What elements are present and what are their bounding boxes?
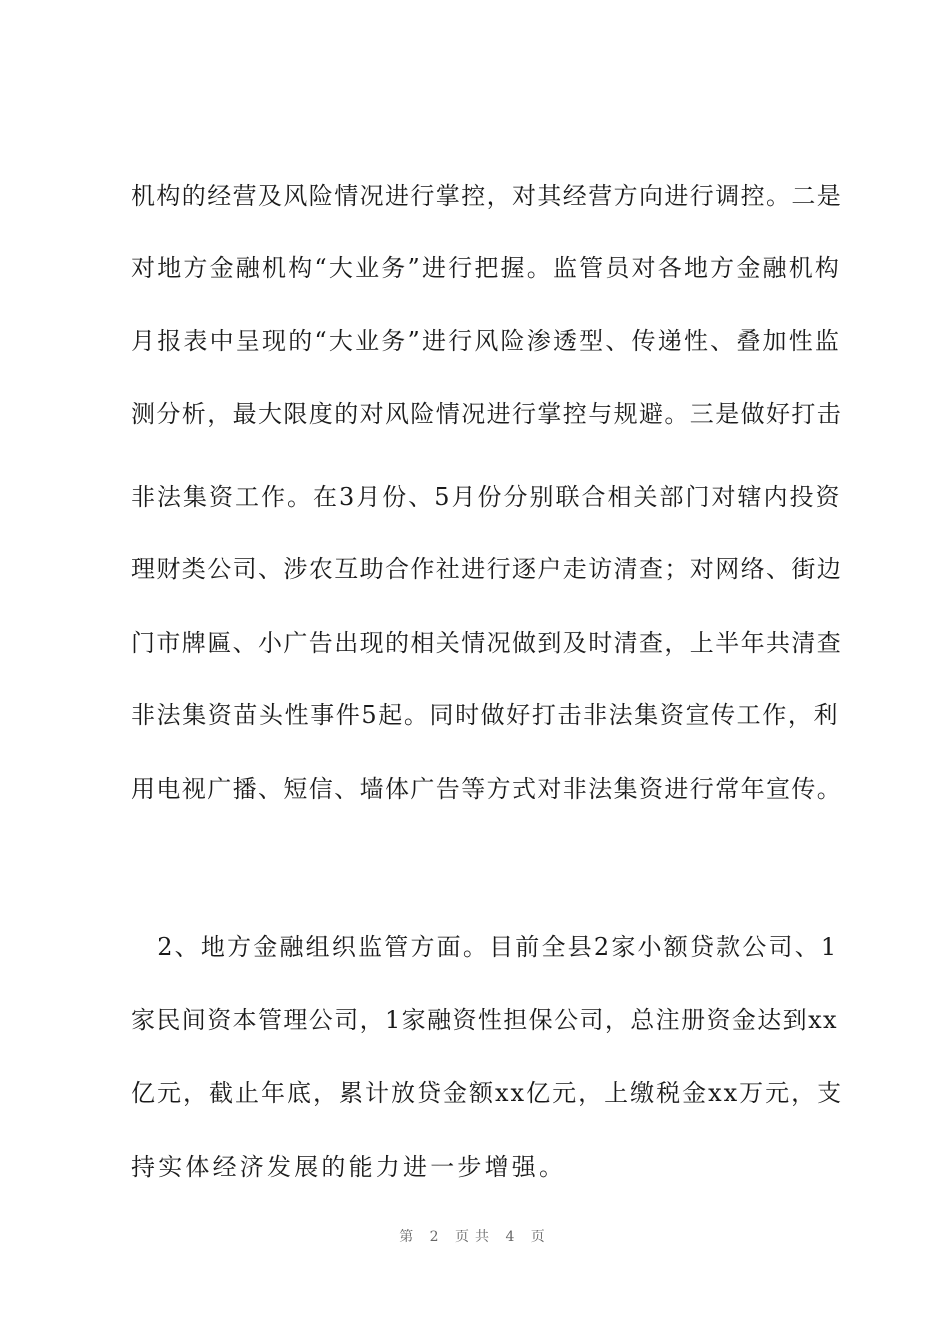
text-line: 门市牌匾、小广告出现的相关情况做到及时清查，上半年共清查 bbox=[131, 629, 843, 657]
page-number: 第 2 页共 4 页 bbox=[399, 1229, 551, 1245]
text-line: 机构的经营及风险情况进行掌控，对其经营方向进行调控。二是 bbox=[131, 182, 843, 210]
text-line: 理财类公司、涉农互助合作社进行逐户走访清查；对网络、街边 bbox=[131, 555, 843, 583]
text-line: 用电视广播、短信、墙体广告等方式对非法集资进行常年宣传。 bbox=[131, 775, 843, 803]
text-line: 2、地方金融组织监管方面。目前全县2家小额贷款公司、1 bbox=[131, 933, 839, 961]
text-line: 亿元，截止年底，累计放贷金额xx亿元，上缴税金xx万元，支 bbox=[131, 1079, 844, 1107]
text-line: 月报表中呈现的“大业务”进行风险渗透型、传递性、叠加性监 bbox=[131, 327, 842, 355]
text-line: 测分析，最大限度的对风险情况进行掌控与规避。三是做好打击 bbox=[131, 400, 843, 428]
text-line: 非法集资苗头性事件5起。同时做好打击非法集资宣传工作，利 bbox=[131, 701, 840, 729]
text-line: 对地方金融机构“大业务”进行把握。监管员对各地方金融机构 bbox=[131, 254, 842, 282]
text-line: 非法集资工作。在3月份、5月份分别联合相关部门对辖内投资 bbox=[131, 483, 842, 511]
text-line: 持实体经济发展的能力进一步增强。 bbox=[131, 1153, 567, 1181]
text-line: 家民间资本管理公司，1家融资性担保公司，总注册资金达到xx bbox=[131, 1006, 838, 1034]
